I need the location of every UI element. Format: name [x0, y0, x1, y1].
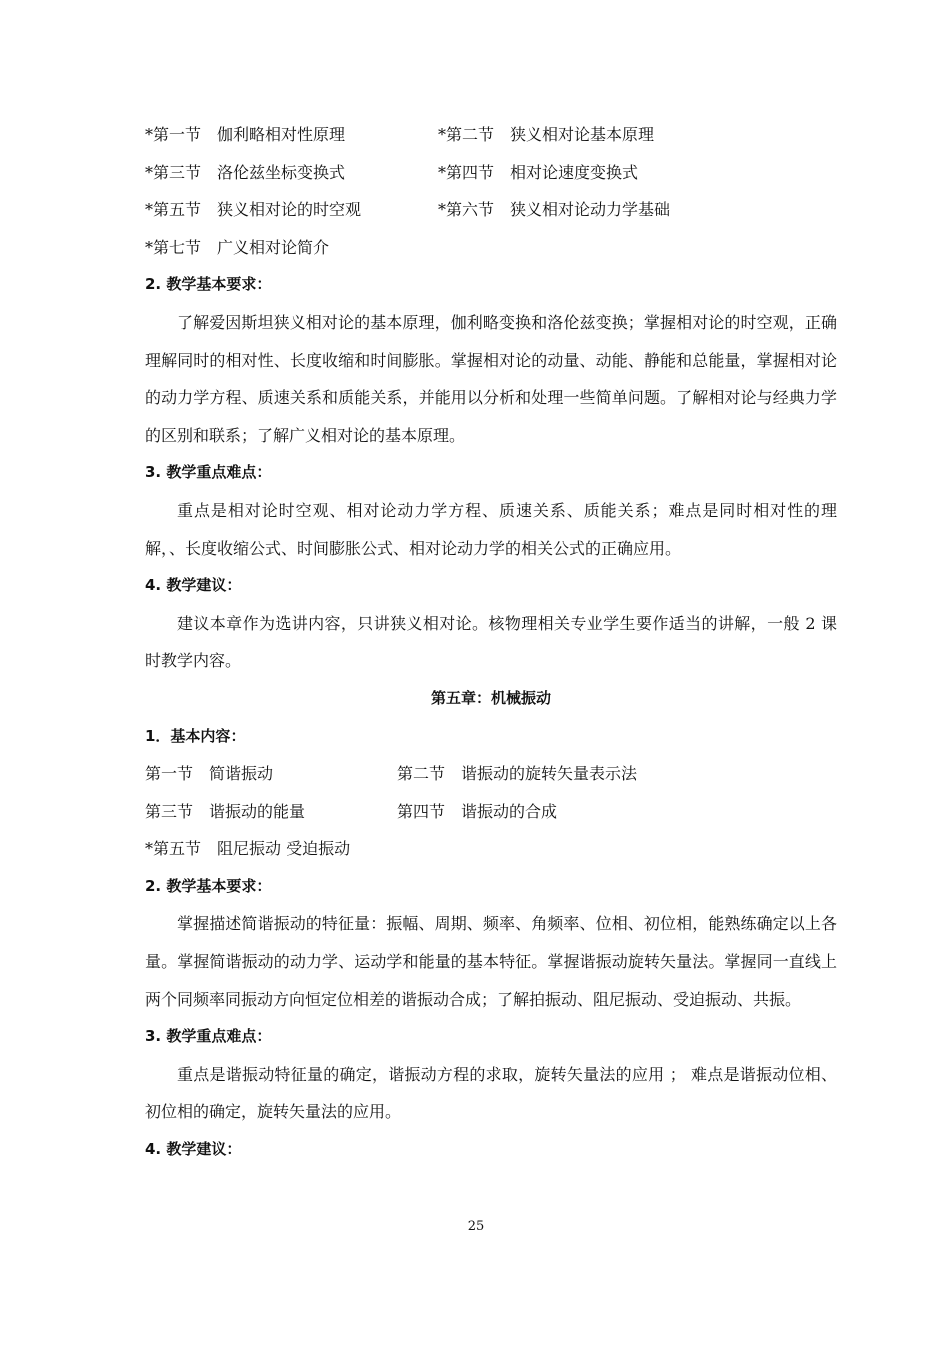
section-item: 第三节 谐振动的能量: [145, 801, 306, 821]
section-row: [145, 191, 837, 229]
chapter-title: 第五章：机械振动: [430, 688, 551, 707]
requirements-text: 了解爱因斯坦狭义相对论的基本原理，伽利略变换和洛伦兹变换；掌握相对论的时空观，正确理解同时的相对性、长度收缩和时间膨胀。掌握相对论的动量、动能、静能和总能量，掌握相对论的动力学方程、质速关系和质能关系，并能用以分析和处理一些简单问题。了解相对论与经典力学的区别和联系；了解广义相对论的基本原理。: [145, 312, 837, 445]
page-number: 25: [467, 1219, 485, 1234]
section-item: 第一节 简谐振动: [145, 764, 274, 784]
key-points-heading: 3. 教学重点难点：: [145, 463, 272, 482]
key-points-text: 重点是相对论时空观、相对论动力学方程、质速关系、质能关系；难点是同时相对性的理解，、长度收缩公式、时间膨胀公式、相对论动力学的相关公式的正确应用。: [145, 500, 837, 558]
section-item: 第四节 谐振动的合成: [397, 801, 558, 821]
section-item: 第二节 谐振动的旋转矢量表示法: [397, 764, 638, 784]
section-row: [145, 154, 837, 192]
section-item: *第一节 伽利略相对性原理: [145, 125, 346, 144]
section-item: *第七节 广义相对论简介: [145, 237, 330, 257]
content-heading: 1．基本内容：: [145, 726, 246, 745]
section-row: [145, 755, 837, 793]
page-content: [145, 116, 837, 1169]
section-item: *第五节 阻尼振动 受迫振动: [145, 839, 351, 859]
requirements-text: 掌握描述简谐振动的特征量：振幅、周期、频率、角频率、位相、初位相，能熟练确定以上各量。掌握简谐振动的动力学、运动学和能量的基本特征。掌握谐振动旋转矢量法。掌握同一直线上两个同频率同振动方向恒定位相差的谐振动合成；了解拍振动、阻尼振动、受迫振动、共振。: [145, 914, 837, 1009]
section-row: [145, 116, 837, 154]
section-item: *第四节 相对论速度变换式: [438, 162, 639, 182]
section-row: [145, 793, 837, 831]
key-points-heading: 3. 教学重点难点：: [145, 1027, 272, 1046]
requirements-heading: 2. 教学基本要求：: [145, 876, 272, 895]
requirements-heading: 2. 教学基本要求：: [145, 275, 272, 294]
section-item: *第六节 狭义相对论动力学基础: [438, 200, 671, 220]
section-item: *第二节 狭义相对论基本原理: [438, 125, 655, 144]
suggestions-text: 建议本章作为选讲内容，只讲狭义相对论。核物理相关专业学生要作适当的讲解，一般 2 课时教学内容。: [145, 613, 837, 671]
section-item: *第五节 狭义相对论的时空观: [145, 200, 362, 220]
section-item: *第三节 洛伦兹坐标变换式: [145, 162, 346, 182]
suggestions-heading: 4. 教学建议：: [145, 576, 242, 595]
key-points-text: 重点是谐振动特征量的确定，谐振动方程的求取，旋转矢量法的应用 ； 难点是谐振动位相、初位相的确定，旋转矢量法的应用。: [145, 1064, 837, 1122]
suggestions-heading: 4. 教学建议：: [145, 1140, 242, 1159]
